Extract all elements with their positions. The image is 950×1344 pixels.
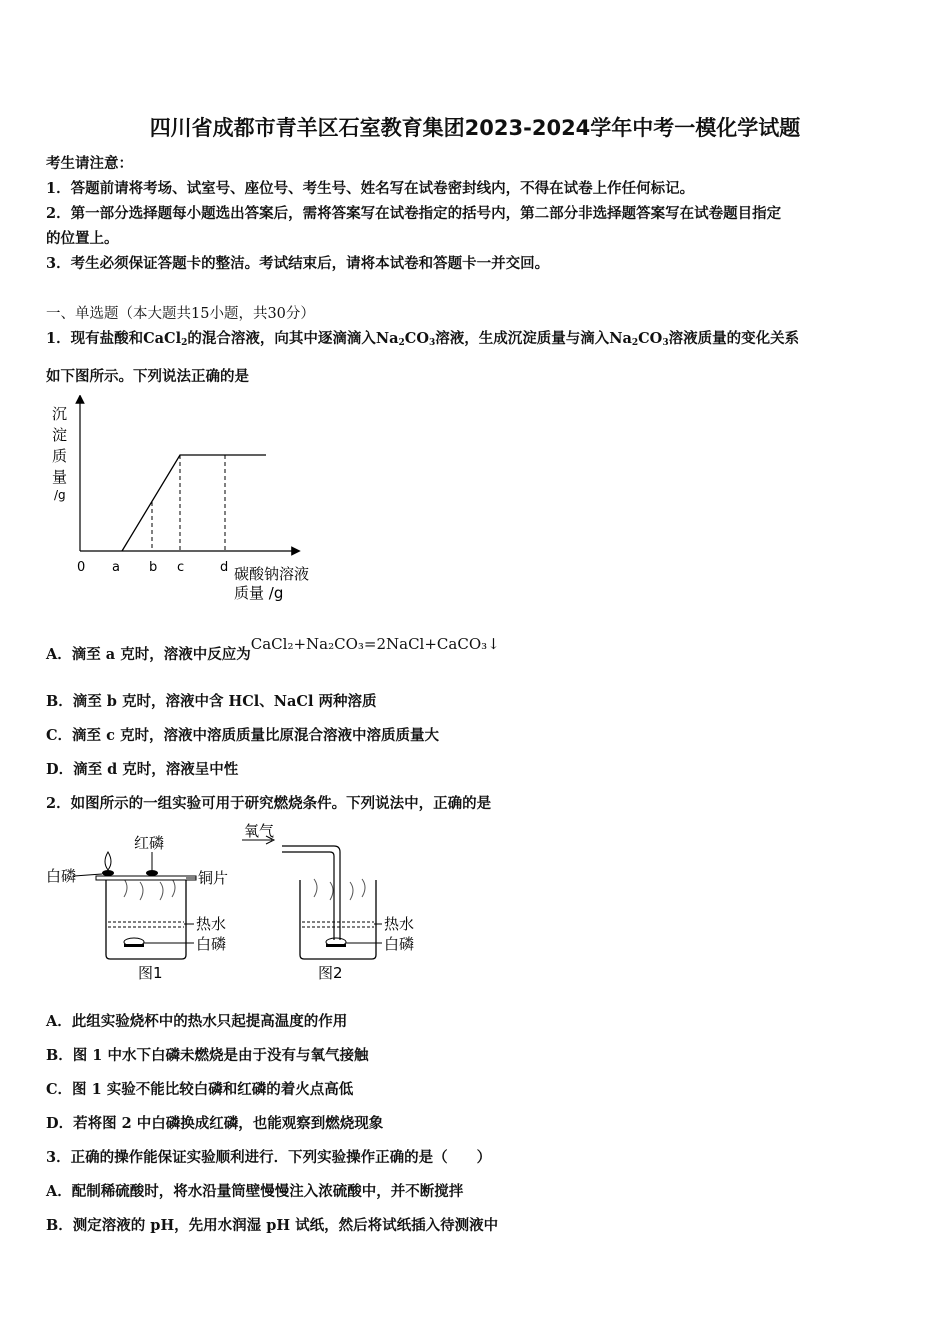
fig1-caption: 图1 (138, 964, 163, 982)
fig1-red-p-label: 红磷 (134, 834, 165, 852)
precipitate-curve (122, 455, 266, 551)
flame-icon (105, 852, 111, 870)
q2-option-a[interactable]: A．此组实验烧杯中的热水只起提高温度的作用 (46, 1013, 348, 1030)
fig1-white-p-label: 白磷 (46, 867, 77, 885)
tick-a: a (112, 560, 120, 575)
q2-option-c[interactable]: C．图 1 实验不能比较白磷和红磷的着火点高低 (46, 1081, 354, 1098)
fig2-caption: 图2 (318, 964, 343, 982)
page-title: 四川省成都市青羊区石室教育集团2023-2024学年中考一模化学试题 (149, 116, 801, 140)
x-label-1: 碳酸钠溶液 (234, 565, 310, 583)
q2-option-d[interactable]: D．若将图 2 中白磷换成红磷，也能观察到燃烧现象 (46, 1115, 384, 1132)
y-label-3: 质 (52, 447, 68, 465)
tick-b: b (149, 560, 158, 575)
y-label-5: /g (54, 488, 66, 502)
q1-graph (40, 395, 340, 610)
copper-plate (96, 876, 196, 880)
q3-stem: 3．正确的操作能保证实验顺利进行．下列实验操作正确的是（ ） (46, 1149, 492, 1166)
x-label-2: 质量 /g (234, 584, 284, 602)
q1-option-b[interactable]: B．滴至 b 克时，溶液中含 HCl、NaCl 两种溶质 (46, 693, 377, 710)
q3-option-a[interactable]: A．配制稀硫酸时，将水沿量筒壁慢慢注入浓硫酸中，并不断搅拌 (46, 1183, 464, 1200)
q1-option-a[interactable]: A．滴至 a 克时，溶液中反应为CaCl₂+Na₂CO₃=2NaCl+CaCO₃↓ (46, 635, 500, 663)
notice-item-2-cont: 的位置上。 (46, 230, 119, 247)
notice-item-2: 2．第一部分选择题每小题选出答案后，需将答案写在试卷指定的括号内，第二部分非选择题答案写在试卷题目指定 (46, 205, 782, 222)
white-phosphorus-top (102, 870, 114, 876)
fig2-oxygen-label: 氧气 (244, 822, 275, 840)
fig1-hot-water-label: 热水 (196, 915, 227, 933)
q1-option-c[interactable]: C．滴至 c 克时，溶液中溶质质量比原混合溶液中溶质质量大 (46, 727, 439, 744)
section-heading: 一、单选题（本大题共15小题，共30分） (46, 306, 315, 322)
fig2-white-p-label: 白磷 (384, 935, 415, 953)
fig2-hot-water-label: 热水 (384, 915, 415, 933)
q1-option-d[interactable]: D．滴至 d 克时，溶液呈中性 (46, 761, 239, 778)
tick-d: d (220, 560, 229, 575)
q2-figure (44, 822, 424, 987)
fig1-copper-label: 铜片 (198, 869, 229, 887)
q2-option-b[interactable]: B．图 1 中水下白磷未燃烧是由于没有与氧气接触 (46, 1047, 369, 1064)
y-label-2: 淀 (52, 426, 68, 444)
oxygen-tube (282, 846, 340, 940)
red-phosphorus (146, 870, 158, 876)
fig1-beaker (106, 879, 186, 959)
q3-option-b[interactable]: B．测定溶液的 pH，先用水润湿 pH 试纸，然后将试纸插入待测液中 (46, 1217, 499, 1234)
q1-stem: 1．现有盐酸和CaCl$_2$的混合溶液，向其中逐滴滴入$Na_2CO_3$溶液，生成沉淀质量与滴入$Na_2CO_3$溶液质量的变化关系 (46, 330, 800, 348)
notice-item-1: 1．答题前请将考场、试室号、座位号、考生号、姓名写在试卷密封线内，不得在试卷上作任何标记。 (46, 180, 695, 197)
fig2-beaker (300, 879, 376, 959)
notice-item-3: 3．考生必须保证答题卡的整洁。考试结束后，请将本试卷和答题卡一并交回。 (46, 255, 550, 272)
y-label-1: 沉 (52, 405, 68, 423)
fig1-white-p2-label: 白磷 (196, 935, 227, 953)
notice-heading: 考生请注意： (46, 155, 133, 172)
tick-0: 0 (77, 560, 86, 575)
q1-stem-line2: 如下图所示。下列说法正确的是 (46, 368, 249, 385)
tick-c: c (177, 560, 185, 575)
q2-stem: 2．如图所示的一组实验可用于研究燃烧条件。下列说法中，正确的是 (46, 795, 492, 812)
y-label-4: 量 (52, 468, 68, 486)
